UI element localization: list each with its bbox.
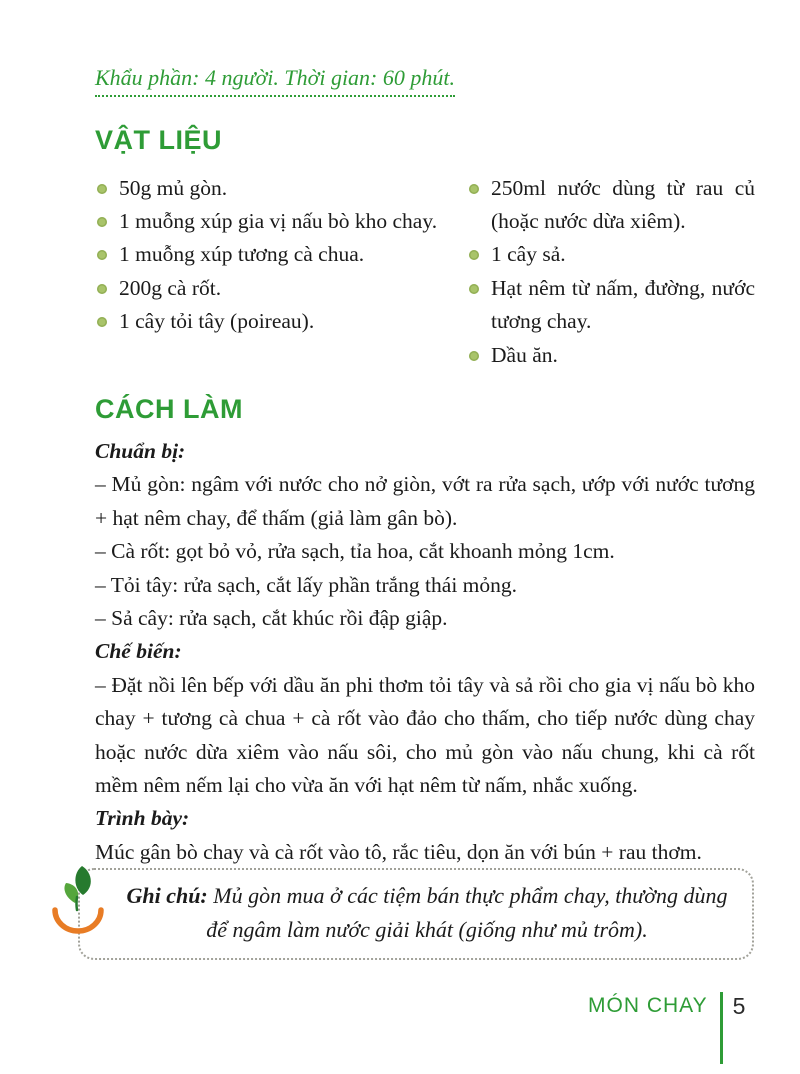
method-section-title: CÁCH LÀM (95, 393, 243, 424)
serving-time-line: Khẩu phần: 4 người. Thời gian: 60 phút. (95, 64, 455, 97)
serve-subhead: Trình bày: (95, 806, 190, 831)
ingredient-item: Dầu ăn. (467, 339, 755, 372)
prep-subhead: Chuẩn bị: (95, 438, 186, 463)
ingredient-item: 1 cây sả. (467, 238, 755, 271)
cook-subhead: Chế biến: (95, 639, 182, 664)
ingredients-section-title: VẬT LIỆU (95, 124, 223, 155)
ingredient-item: 200g cà rốt. (95, 272, 467, 305)
ingredient-item: 250ml nước dùng từ rau củ (hoặc nước dừa xiêm). (467, 172, 755, 239)
ingredients-column-right (467, 172, 755, 372)
serve-step: Múc gân bò chay và cà rốt vào tô, rắc tiêu, dọn ăn với bún + rau thơm. (95, 839, 702, 864)
leaf-bowl-logo-icon (46, 864, 110, 946)
prep-step: – Tỏi tây: rửa sạch, cắt lấy phần trắng thái mỏng. (95, 572, 518, 597)
ingredient-item: 1 muỗng xúp gia vị nấu bò kho chay. (95, 205, 467, 238)
prep-step: – Mủ gòn: ngâm với nước cho nở giòn, vớt ra rửa sạch, ướp với nước tương + hạt nêm chay, để thấm (giả làm gân bò). (95, 472, 755, 530)
method-steps (95, 435, 755, 869)
footer-divider (720, 992, 723, 1064)
footer-section-label: MÓN CHAY (588, 994, 708, 1017)
page-footer (588, 992, 745, 1064)
ingredient-item: Hạt nêm từ nấm, đường, nước tương chay. (467, 272, 755, 339)
ingredient-item: 1 muỗng xúp tương cà chua. (95, 238, 467, 271)
ingredient-item: 1 cây tỏi tây (poireau). (95, 305, 467, 338)
page-number: 5 (732, 993, 746, 1019)
cook-step: – Đặt nồi lên bếp với dầu ăn phi thơm tỏi tây và sả rồi cho gia vị nấu bò kho chay + tương cà chua + cà rốt vào đảo cho thấm, cho tiếp nước dùng chay hoặc nước dừa xiêm vào nấu sôi, cho mủ gòn vào nấu chung, khi cà rốt mềm nêm nếm lại cho vừa ăn với hạt nêm từ nấm, nhắc xuống. (95, 672, 755, 797)
ingredients-column-left (95, 172, 467, 372)
ingredient-item: 50g mủ gòn. (95, 172, 467, 205)
note-text (120, 879, 734, 947)
note-label: Ghi chú: (126, 883, 208, 908)
note-box (78, 868, 754, 960)
prep-step: – Sả cây: rửa sạch, cắt khúc rồi đập giập. (95, 605, 448, 630)
note-body: Mủ gòn mua ở các tiệm bán thực phẩm chay, thường dùng để ngâm làm nước giải khát (giống như mủ trôm). (206, 883, 728, 942)
prep-step: – Cà rốt: gọt bỏ vỏ, rửa sạch, tỉa hoa, cắt khoanh mỏng 1cm. (95, 539, 615, 564)
ingredients-columns (95, 172, 755, 372)
